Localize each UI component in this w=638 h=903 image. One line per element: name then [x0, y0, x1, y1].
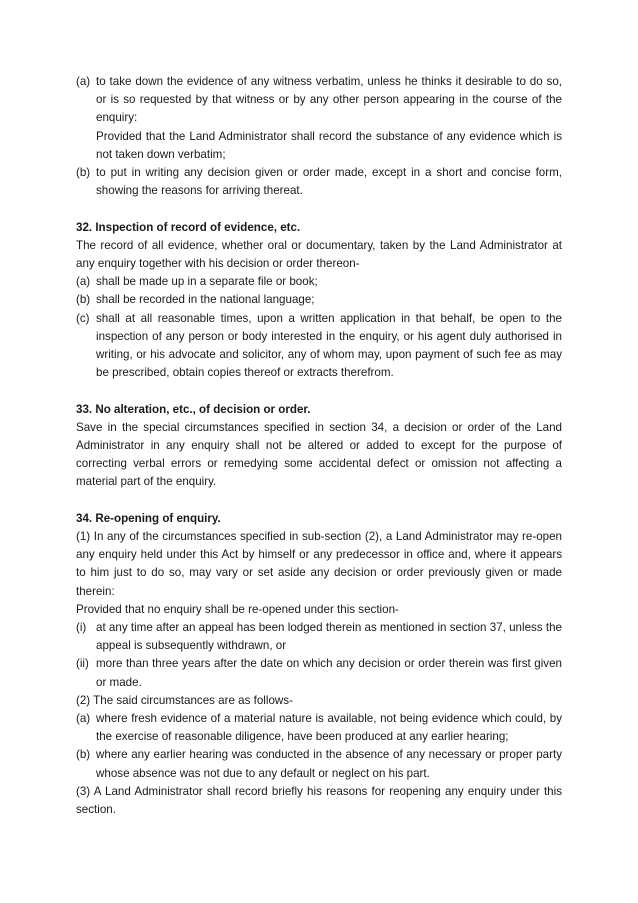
document-body [76, 73, 562, 819]
list-marker: (a) [76, 712, 91, 726]
proviso-text: Provided that the Land Administrator shall record the substance of any evidence which is not taken down verbatim; [96, 129, 562, 161]
list-marker: (ii) [76, 657, 89, 671]
section-34-heading: 34. Re-opening of enquiry. [76, 511, 221, 525]
list-item [76, 619, 562, 655]
section-32-intro: The record of all evidence, whether oral or documentary, taken by the Land Administrator at any enquiry together with his decision or order thereon- [76, 238, 562, 271]
list-marker: (b) [76, 293, 91, 307]
list-item-text: to take down the evidence of any witness verbatim, unless he thinks it desirable to do so, or is so requested by that witness or by any other person appearing in the course of the enquiry: [96, 75, 562, 125]
list-item-text: more than three years after the date on which any decision or order therein was first given or made. [96, 657, 562, 689]
list-marker: (a) [76, 275, 91, 289]
list-marker: (c) [76, 311, 90, 325]
section-33-text: Save in the special circumstances specified in section 34, a decision or order of the Land Administrator in any enquiry shall not be altered or added to except for the purpose of correcting verbal errors or remedying some accidental defect or omission not affecting a material part of the enquiry. [76, 420, 562, 489]
list-marker: (a) [76, 75, 91, 88]
list-item [76, 746, 562, 782]
list-marker: (i) [76, 621, 87, 635]
list-item [76, 655, 562, 691]
list-item [76, 291, 562, 309]
list-item [76, 273, 562, 291]
list-item-text: shall be made up in a separate file or book; [96, 275, 318, 289]
section-34-subsection-3: (3) A Land Administrator shall record briefly his reasons for reopening any enquiry under this section. [76, 784, 562, 817]
list-item-text: to put in writing any decision given or order made, except in a short and concise form, showing the reasons for arriving thereat. [96, 166, 562, 198]
section-34-subsection-1: (1) In any of the circumstances specified in sub-section (2), a Land Administrator may re-open any enquiry held under this Act by himself or any predecessor in office and, where it appears to him just to do so, may vary or set aside any decision or order previously given or made therein: [76, 530, 562, 598]
list-item-text: shall be recorded in the national language; [96, 293, 315, 307]
section-34-subsection-2: (2) The said circumstances are as follows- [76, 693, 293, 707]
list-marker: (b) [76, 748, 91, 762]
list-item-text: at any time after an appeal has been lodged therein as mentioned in section 37, unless the appeal is subsequently withdrawn, or [96, 621, 562, 653]
section-34-proviso: Provided that no enquiry shall be re-opened under this section- [76, 602, 399, 616]
list-item-a [76, 73, 562, 164]
list-item [76, 310, 562, 383]
list-item [76, 710, 562, 746]
list-item-text: where any earlier hearing was conducted in the absence of any necessary or proper party whose absence was not due to any default or neglect on his part. [96, 748, 562, 780]
list-item-b [76, 164, 562, 200]
list-item-text: where fresh evidence of a material nature is available, not being evidence which could, by the exercise of reasonable diligence, have been produced at any earlier hearing; [96, 712, 562, 744]
list-item-body [96, 73, 562, 164]
list-item-text: shall at all reasonable times, upon a written application in that behalf, be open to the inspection of any person or body interested in the enquiry, or his agent duly authorised in writing, or his advocate and solicitor, any of whom may, upon payment of such fee as may be prescribed, obtain copies thereof or extracts therefrom. [96, 311, 562, 380]
list-marker: (b) [76, 166, 91, 180]
section-32-heading: 32. Inspection of record of evidence, etc. [76, 220, 301, 234]
section-33-heading: 33. No alteration, etc., of decision or order. [76, 402, 311, 416]
